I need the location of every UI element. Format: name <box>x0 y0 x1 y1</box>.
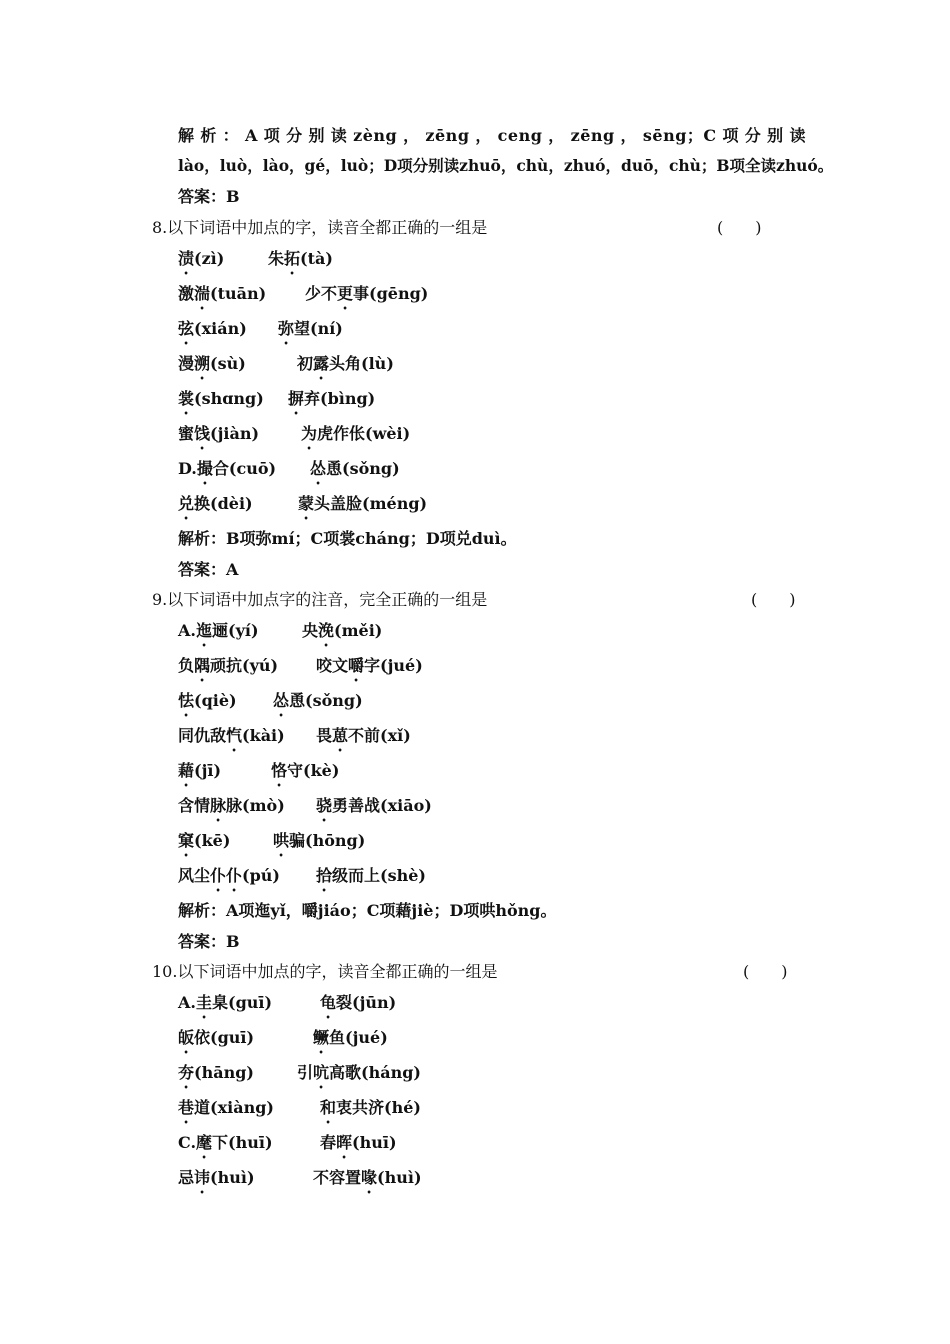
option-word-b <box>278 319 343 348</box>
option-word-b <box>313 1168 422 1197</box>
word-pinyin: 裂(jūn) <box>336 993 397 1012</box>
option-word-b <box>302 621 382 650</box>
word-pinyin: (hāng) <box>194 1063 254 1082</box>
dotted-char: 怂 <box>273 691 290 710</box>
q9-stem: 9.以下词语中加点字的注音，完全正确的一组是 <box>152 590 488 609</box>
option-word-a <box>178 621 259 640</box>
dotted-char: 麾 <box>196 1133 213 1152</box>
q8-option-row <box>178 319 343 348</box>
dotted-char: 巷 <box>178 1098 195 1117</box>
word-pinyin: 头角(lù) <box>329 354 394 373</box>
option-word-a <box>178 1168 255 1187</box>
word-text: 朱 <box>268 249 285 268</box>
q9-option-row <box>178 831 366 860</box>
option-word-a <box>178 993 272 1012</box>
option-word-b <box>273 831 365 860</box>
word-pinyin: 依(guī) <box>194 1028 255 1047</box>
q8-analysis: 解析：B项弥mí；C项裳cháng；D项兑duì。 <box>178 529 517 548</box>
dotted-char: 鳜 <box>313 1028 330 1047</box>
dotted-char: 嚼 <box>348 656 365 675</box>
word-pinyin: 虎作伥(wèi) <box>317 424 411 443</box>
option-word-a <box>178 494 253 513</box>
word-pinyin: 道(xiàng) <box>194 1098 274 1117</box>
word-pinyin: 合(cuō) <box>212 459 277 478</box>
option-word-a <box>178 424 259 443</box>
dotted-char: 晖 <box>336 1133 353 1152</box>
option-word-a <box>178 726 285 745</box>
word-text: 激 <box>178 284 195 303</box>
dotted-char: 喙 <box>361 1168 378 1187</box>
word-pinyin: 级而上(shè) <box>332 866 426 885</box>
q9-option-row <box>178 866 426 895</box>
option-word-b <box>320 1133 397 1162</box>
dotted-char: 为 <box>301 424 318 443</box>
dotted-char: 龟 <box>320 993 337 1012</box>
option-word-b <box>301 424 410 453</box>
dotted-char: 皈 <box>178 1028 195 1047</box>
word-pinyin: 衷共济(hé) <box>336 1098 421 1117</box>
option-word-a <box>178 1133 273 1152</box>
q9-answer: 答案：B <box>178 932 240 951</box>
word-pinyin: 守(kè) <box>287 761 340 780</box>
q8-option-row <box>178 249 333 278</box>
option-word-b <box>316 726 411 755</box>
dotted-char: 窠 <box>178 831 195 850</box>
word-text: 忌 <box>178 1168 195 1187</box>
option-word-b <box>297 1063 421 1092</box>
dotted-char: 藉 <box>178 761 195 780</box>
word-pinyin: 恿(sǒng) <box>326 459 400 478</box>
q8-option-row <box>178 354 394 383</box>
option-word-b <box>271 761 339 790</box>
word-text: C. <box>178 1133 197 1152</box>
dotted-char: 弦 <box>178 319 195 338</box>
q8-option-row <box>178 389 376 418</box>
option-word-b <box>313 1028 388 1057</box>
dotted-char: 吭 <box>313 1063 330 1082</box>
option-word-a <box>178 389 264 408</box>
word-pinyin: 逦(yí) <box>212 621 259 640</box>
option-word-b <box>310 459 400 488</box>
word-pinyin: (měi) <box>334 621 383 640</box>
option-word-b <box>305 284 428 313</box>
dotted-char: 撮 <box>196 459 213 478</box>
dotted-char: 兑 <box>178 494 195 513</box>
word-text: 央 <box>302 621 319 640</box>
option-word-a <box>178 761 221 780</box>
option-word-a <box>178 1098 274 1117</box>
option-word-a <box>178 866 280 885</box>
dotted-char: 弥 <box>278 319 295 338</box>
q8-option-row <box>178 424 411 453</box>
word-text: 少不 <box>305 284 338 303</box>
option-word-b <box>316 796 432 825</box>
dotted-char: 怂 <box>310 459 327 478</box>
word-text: 不容置 <box>313 1168 362 1187</box>
q7-analysis-line2: lào，luò，lào，gé，luò；D项分别读zhuō，chù，zhuó，duō，chù；B项全读zhuó。 <box>178 156 834 175</box>
word-text: 负 <box>178 656 195 675</box>
q9-analysis: 解析：A项迤yǐ，嚼jiáo；C项藉jiè；D项哄hǒng。 <box>178 901 557 920</box>
word-pinyin: 望(ní) <box>294 319 343 338</box>
word-pinyin: (jiàn) <box>210 424 260 443</box>
q10-option-row <box>178 1028 388 1057</box>
word-pinyin: 骗(hōng) <box>289 831 366 850</box>
option-word-a <box>178 691 237 710</box>
word-pinyin: 字(jué) <box>364 656 423 675</box>
word-pinyin: (qiè) <box>194 691 237 710</box>
word-pinyin: (zì) <box>194 249 225 268</box>
option-word-a <box>178 656 278 675</box>
option-word-b <box>268 249 333 278</box>
word-text: 同仇敌 <box>178 726 227 745</box>
q10-option-row <box>178 1063 421 1092</box>
q8-option-row <box>178 459 400 488</box>
option-word-a <box>178 354 246 373</box>
option-word-a <box>178 284 266 303</box>
word-pinyin: (huì) <box>210 1168 255 1187</box>
word-pinyin: (shɑng) <box>194 389 264 408</box>
word-pinyin: 脉(mò) <box>226 796 285 815</box>
q8-option-row <box>178 284 429 313</box>
dotted-char: 恪 <box>271 761 288 780</box>
q9-option-row <box>178 691 363 720</box>
option-word-a <box>178 796 285 815</box>
word-text: 风尘 <box>178 866 211 885</box>
dotted-char: 脉 <box>210 796 227 815</box>
option-word-b <box>273 691 363 720</box>
option-word-b <box>288 389 375 418</box>
word-pinyin: (tuān) <box>210 284 267 303</box>
word-pinyin: (huī) <box>352 1133 397 1152</box>
word-pinyin: 下(huī) <box>212 1133 273 1152</box>
word-text: 含情 <box>178 796 211 815</box>
q9-option-row <box>178 796 432 825</box>
word-text: 引 <box>297 1063 314 1082</box>
q7-analysis-line1: 解析：A项分别读zèng，zēng，ceng，zēng，sēng；C项分别读 <box>178 126 806 145</box>
word-pinyin: 弃(bìng) <box>304 389 376 408</box>
word-text: 畏 <box>316 726 333 745</box>
word-text: A. <box>178 993 196 1012</box>
dotted-char: 哄 <box>273 831 290 850</box>
dotted-char: 迤 <box>195 621 212 640</box>
dotted-char: 讳 <box>194 1168 211 1187</box>
option-word-b <box>316 866 426 895</box>
word-pinyin: 勇善战(xiāo) <box>332 796 432 815</box>
q9-option-row <box>178 621 383 650</box>
q9-option-row <box>178 761 340 790</box>
option-word-a <box>178 831 230 850</box>
option-word-a <box>178 319 247 338</box>
option-word-a <box>178 1063 254 1082</box>
q10-answer-bracket: ( ) <box>743 962 788 981</box>
q10-option-row <box>178 1133 397 1162</box>
word-pinyin: 鱼(jué) <box>329 1028 388 1047</box>
word-text: 咬文 <box>316 656 349 675</box>
dotted-char: 饯 <box>194 424 211 443</box>
word-pinyin: 恿(sǒng) <box>289 691 363 710</box>
word-pinyin: (jī) <box>194 761 222 780</box>
word-pinyin: 顽抗(yú) <box>210 656 279 675</box>
dotted-char: 葸 <box>332 726 349 745</box>
word-text: 蜜 <box>178 424 195 443</box>
q8-answer: 答案：A <box>178 560 239 579</box>
dotted-char: 夯 <box>178 1063 195 1082</box>
q10-option-row <box>178 993 397 1022</box>
word-pinyin: (kài) <box>242 726 285 745</box>
option-word-a <box>178 249 224 268</box>
option-word-b <box>316 656 423 685</box>
dotted-char: 湍 <box>194 284 211 303</box>
word-text: 春 <box>320 1133 337 1152</box>
dotted-char: 隅 <box>194 656 211 675</box>
dotted-char: 更 <box>337 284 354 303</box>
word-text: A. <box>178 621 196 640</box>
dotted-char: 忾 <box>226 726 243 745</box>
word-pinyin: 臬(guī) <box>212 993 273 1012</box>
dotted-char: 拾 <box>316 866 333 885</box>
q10-option-row <box>178 1098 421 1127</box>
q8-answer-bracket: ( ) <box>717 218 762 237</box>
word-pinyin: (pú) <box>242 866 280 885</box>
option-word-a <box>178 459 276 478</box>
word-pinyin: (xián) <box>194 319 247 338</box>
dotted-char: 仆仆 <box>210 866 243 885</box>
dotted-char: 露 <box>313 354 330 373</box>
word-pinyin: (sù) <box>210 354 246 373</box>
word-pinyin: (huì) <box>377 1168 422 1187</box>
q7-answer: 答案：B <box>178 187 240 206</box>
dotted-char: 蒙 <box>298 494 315 513</box>
word-pinyin: 不前(xǐ) <box>348 726 411 745</box>
dotted-char: 裳 <box>178 389 195 408</box>
q9-option-row <box>178 726 411 755</box>
word-pinyin: 换(dèi) <box>194 494 253 513</box>
dotted-char: 圭 <box>195 993 212 1012</box>
dotted-char: 浼 <box>318 621 335 640</box>
option-word-b <box>298 494 427 523</box>
word-pinyin: 高歌(háng) <box>329 1063 421 1082</box>
q10-option-row <box>178 1168 422 1197</box>
word-pinyin: (tà) <box>300 249 333 268</box>
word-text: 漫 <box>178 354 195 373</box>
q8-option-row <box>178 494 428 523</box>
q8-stem: 8.以下词语中加点的字，读音全都正确的一组是 <box>152 218 488 237</box>
word-pinyin: 事(gēng) <box>353 284 429 303</box>
dotted-char: 渍 <box>178 249 195 268</box>
option-word-b <box>297 354 394 383</box>
option-word-b <box>320 1098 421 1127</box>
word-text: 初 <box>297 354 314 373</box>
word-pinyin: (kē) <box>194 831 231 850</box>
q9-answer-bracket: ( ) <box>751 590 796 609</box>
option-word-a <box>178 1028 254 1047</box>
q9-option-row <box>178 656 423 685</box>
dotted-char: 怯 <box>178 691 195 710</box>
dotted-char: 和 <box>320 1098 337 1117</box>
option-word-b <box>320 993 396 1022</box>
dotted-char: 拓 <box>284 249 301 268</box>
q10-stem: 10.以下词语中加点的字，读音全都正确的一组是 <box>152 962 498 981</box>
dotted-char: 骁 <box>316 796 333 815</box>
dotted-char: 摒 <box>288 389 305 408</box>
dotted-char: 溯 <box>194 354 211 373</box>
word-pinyin: 头盖脸(méng) <box>314 494 428 513</box>
word-text: D. <box>178 459 197 478</box>
